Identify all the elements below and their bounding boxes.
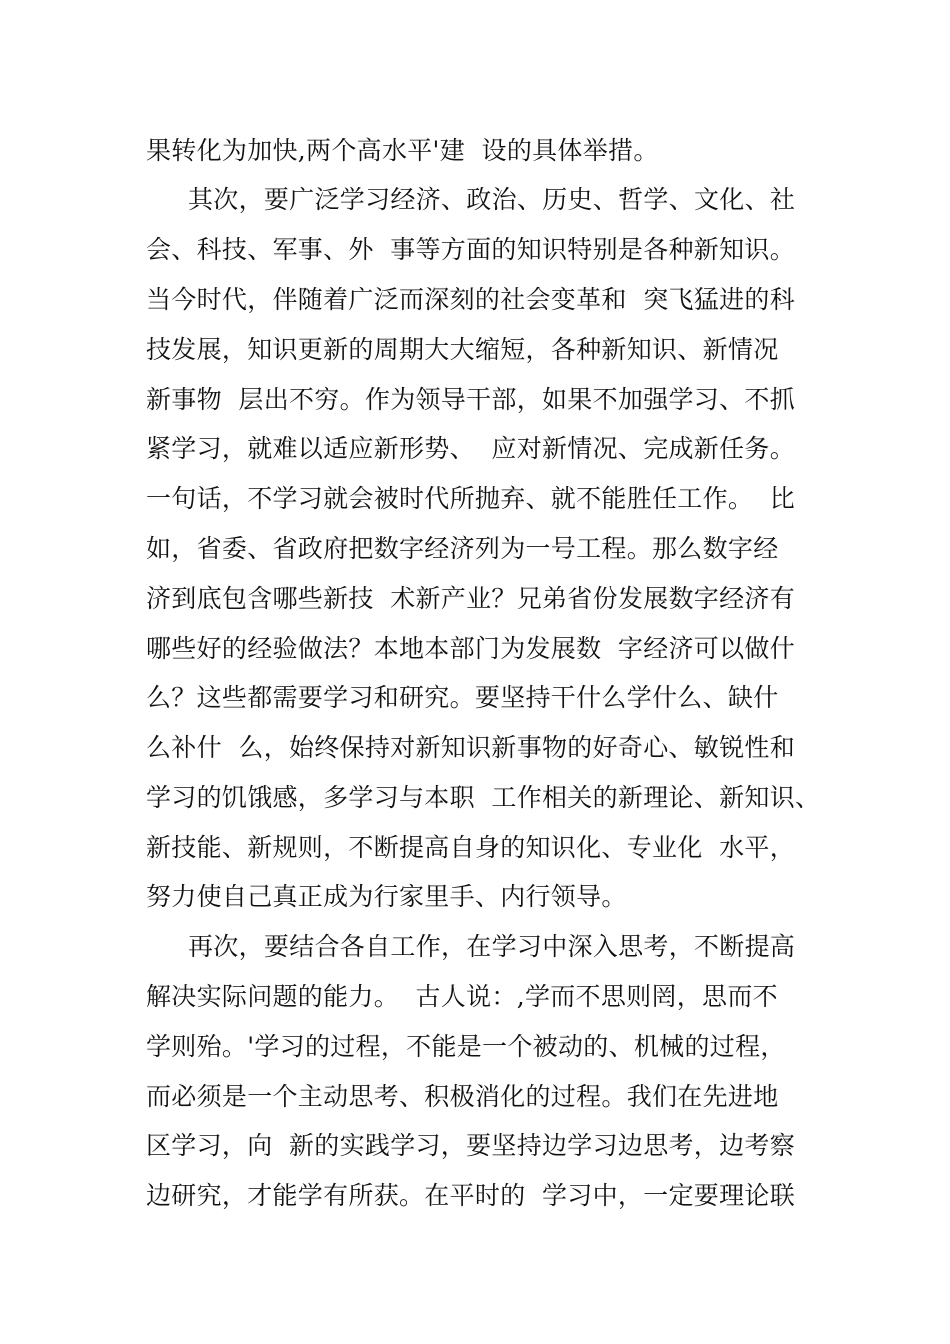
text-line-22: 边研究，才能学有所获。在平时的 学习中，一定要理论联 xyxy=(146,1181,795,1210)
text-line-19: 学则殆。'学习的过程，不能是一个被动的、机械的过程， xyxy=(146,1032,786,1061)
text-line-14: 学习的饥饿感，多学习与本职 工作相关的新理论、新知识、 xyxy=(146,783,821,812)
text-line-2: 其次，要广泛学习经济、政治、历史、哲学、文化、社 xyxy=(188,185,796,214)
text-line-10: 济到底包含哪些新技 术新产业？兄弟省份发展数字经济有 xyxy=(146,584,795,613)
text-line-12: 么？这些都需要学习和研究。要坚持干什么学什么、缺什 xyxy=(146,683,779,712)
text-line-21: 区学习，向 新的实践学习，要坚持边学习边思考，边考察 xyxy=(146,1131,795,1160)
text-line-16: 努力使自己真正成为行家里手、内行领导。 xyxy=(146,882,627,911)
text-line-11: 哪些好的经验做法？本地本部门为发展数 字经济可以做什 xyxy=(146,634,795,663)
text-line-3: 会、科技、军事、外 事等方面的知识特别是各种新知识。 xyxy=(146,235,795,264)
text-line-7: 紧学习，就难以适应新形势、 应对新情况、完成新任务。 xyxy=(146,434,795,463)
text-line-6: 新事物 层出不穷。作为领导干部，如果不加强学习、不抓 xyxy=(146,385,795,414)
text-line-15: 新技能、新规则，不断提高自身的知识化、专业化 水平， xyxy=(146,833,795,862)
text-line-8: 一句话，不学习就会被时代所抛弃、就不能胜任工作。 比 xyxy=(146,484,795,513)
text-line-18: 解决实际问题的能力。 古人说：,学而不思则罔，思而不 xyxy=(146,982,778,1011)
text-line-5: 技发展，知识更新的周期大大缩短，各种新知识、新情况 xyxy=(146,335,779,364)
text-line-20: 而必须是一个主动思考、积极消化的过程。我们在先进地 xyxy=(146,1082,779,1111)
text-line-1: 果转化为加快,两个高水平'建 设的具体举措。 xyxy=(146,136,659,165)
text-line-9: 如，省委、省政府把数字经济列为一号工程。那么数字经 xyxy=(146,534,779,563)
text-line-17: 再次，要结合各自工作，在学习中深入思考，不断提高 xyxy=(188,932,796,961)
text-line-13: 么补什 么，始终保持对新知识新事物的好奇心、敏锐性和 xyxy=(146,733,795,762)
text-line-4: 当今时代，伴随着广泛而深刻的社会变革和 突飞猛进的科 xyxy=(146,285,795,314)
